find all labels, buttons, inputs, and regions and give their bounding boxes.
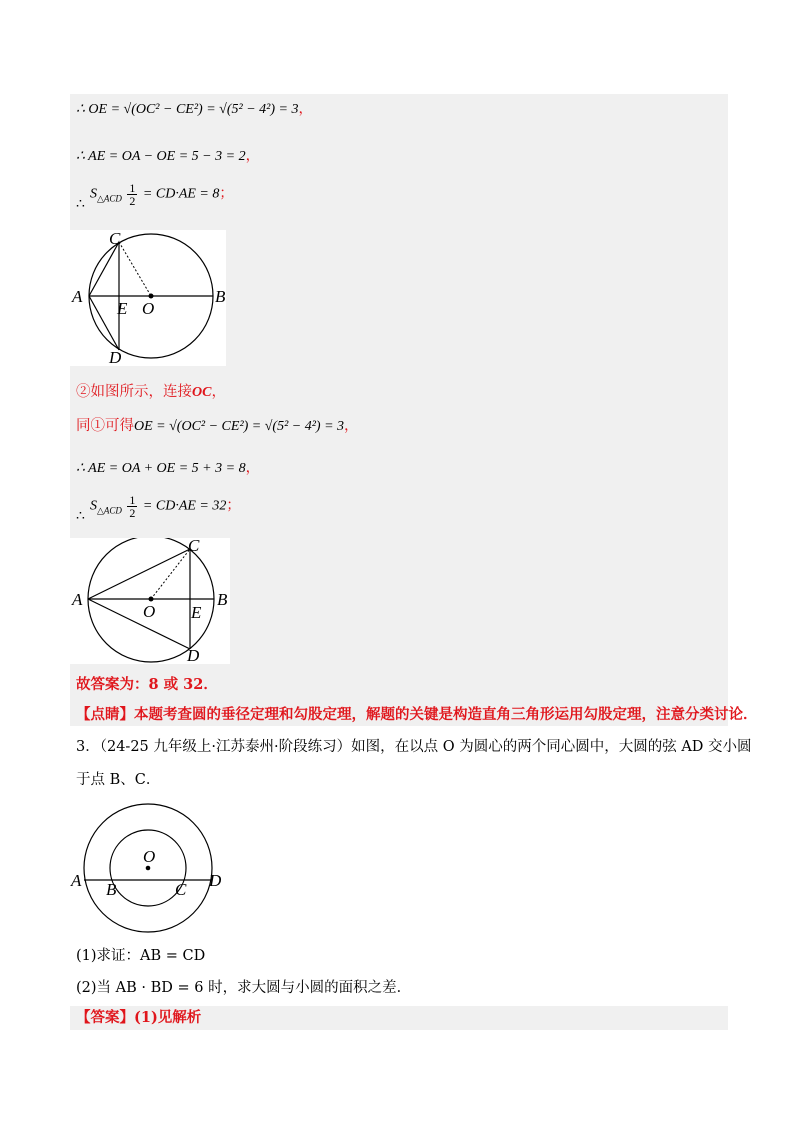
label-a: A — [72, 287, 83, 306]
final-answer: 故答案为：8 或 32． — [76, 676, 218, 693]
label-c: C — [188, 538, 200, 555]
label-b: B — [106, 880, 117, 899]
equation-oe-1: ∴ OE = √(OC² − CE²) = √(5² − 4²) = 3， — [76, 102, 313, 117]
equation-oe-2: 同①可得OE = √(OC² − CE²) = √(5² − 4²) = 3， — [76, 418, 359, 434]
answer-label: 【答案】(1)见解析 — [76, 1009, 202, 1026]
label-d: D — [209, 871, 222, 890]
fraction-half: $\frac{1}{2}$ — [129, 493, 136, 520]
question-part-1: (1)求证：AB = CD — [76, 948, 206, 964]
question-part-2: (2)当 AB · BD = 6 时，求大圆与小圆的面积之差． — [76, 980, 412, 996]
equation-area-2: $S_{\triangle ACD}$ $\frac{1}{2}$ = CD·AE = 32； — [90, 493, 241, 520]
label-b: B — [217, 590, 228, 609]
label-o: O — [143, 847, 156, 866]
label-c: C — [175, 880, 187, 899]
label-a: A — [71, 871, 82, 890]
label-o: O — [143, 602, 156, 621]
label-c: C — [109, 230, 121, 248]
therefore-symbol-1: ∴ — [76, 196, 85, 212]
label-a: A — [72, 590, 83, 609]
label-o: O — [142, 299, 155, 318]
label-b: B — [215, 287, 226, 306]
question-3-text-line2: 于点 B、C． — [76, 772, 161, 788]
equation-area-1: $S_{\triangle ACD}$ $\frac{1}{2}$ = CD·AE = 8； — [90, 181, 234, 208]
therefore-symbol-2: ∴ — [76, 508, 85, 524]
label-d: D — [187, 646, 200, 664]
fraction-half: $\frac{1}{2}$ — [129, 181, 136, 208]
question-3-text-line1: 3．（24-25 九年级上·江苏泰州·阶段练习）如图，在以点 O 为圆心的两个同心圆中，大圆的弦 AD 交小圆 — [76, 739, 752, 755]
label-d: D — [109, 348, 122, 366]
equation-ae-1: ∴ AE = OA − OE = 5 − 3 = 2， — [76, 149, 260, 164]
figure-1-circle-diagram — [70, 230, 226, 366]
figure-2-circle-diagram — [70, 538, 230, 664]
figure-3-concentric-circles — [70, 802, 228, 936]
label-e: E — [191, 603, 202, 622]
case-2-heading: ②如图所示，连接OC， — [76, 384, 226, 400]
equation-ae-2: ∴ AE = OA + OE = 5 + 3 = 8， — [76, 461, 260, 476]
comment-note: 【点睛】本题考查圆的垂径定理和勾股定理，解题的关键是构造直角三角形运用勾股定理，注意分类讨论． — [76, 706, 758, 723]
label-e: E — [117, 299, 128, 318]
